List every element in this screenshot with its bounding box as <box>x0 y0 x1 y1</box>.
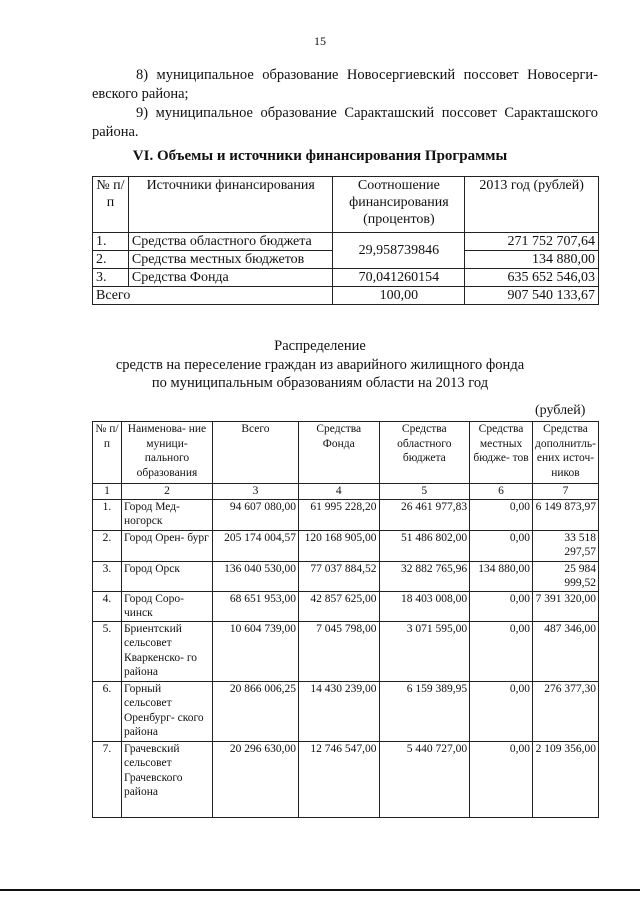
row-fund: 7 045 798,00 <box>299 621 380 681</box>
row-regional: 5 440 727,00 <box>379 741 470 817</box>
total-label: Всего <box>93 287 333 305</box>
row-additional: 7 391 320,00 <box>533 591 599 621</box>
row-local: 0,00 <box>470 591 533 621</box>
row-local: 0,00 <box>470 681 533 741</box>
row-source: Средства областного бюджета <box>128 233 333 251</box>
row-fund: 120 168 905,00 <box>299 530 380 561</box>
table-row <box>93 499 599 530</box>
row-name: Горный сельсовет Оренбург- ского района <box>121 681 212 741</box>
col-number: 6 <box>470 484 533 500</box>
col-number: 4 <box>299 484 380 500</box>
row-total: 94 607 080,00 <box>212 499 298 530</box>
row-fund: 61 995 228,20 <box>299 499 380 530</box>
column-number-row <box>93 484 599 500</box>
table-row <box>93 530 599 561</box>
row-local: 134 880,00 <box>470 561 533 591</box>
row-total: 205 174 004,57 <box>212 530 298 561</box>
row-num: 4. <box>93 591 122 621</box>
header-name: Наименова- ние муници- пального образования <box>121 422 212 484</box>
header-amount: 2013 год (рублей) <box>465 177 599 233</box>
header-num: № п/п <box>93 177 129 233</box>
row-fund: 42 857 625,00 <box>299 591 380 621</box>
total-row <box>93 287 599 305</box>
row-additional: 487 346,00 <box>533 621 599 681</box>
row-num: 2. <box>93 251 129 269</box>
paragraph-8 <box>92 66 598 104</box>
row-total: 136 040 530,00 <box>212 561 298 591</box>
header-total: Всего <box>212 422 298 484</box>
header-ratio: Соотношение финансирования (процентов) <box>333 177 465 233</box>
row-num: 1. <box>93 233 129 251</box>
row-num: 1. <box>93 499 122 530</box>
row-amount: 134 880,00 <box>465 251 599 269</box>
row-regional: 18 403 008,00 <box>379 591 470 621</box>
table-row <box>93 621 599 681</box>
row-name: Грачевский сельсовет Грачевского района <box>121 741 212 817</box>
page-bottom-rule <box>0 889 640 891</box>
row-additional: 25 984 999,52 <box>533 561 599 591</box>
row-num: 3. <box>93 561 122 591</box>
header-regional: Средства областного бюджета <box>379 422 470 484</box>
distribution-title <box>0 337 640 393</box>
page-number: 15 <box>314 34 326 48</box>
row-source: Средства местных бюджетов <box>128 251 333 269</box>
table-row <box>93 741 599 817</box>
header-source: Источники финансирования <box>128 177 333 233</box>
distribution-title-line3: по муниципальным образованиям области на 2013 год <box>151 375 489 391</box>
row-regional: 3 071 595,00 <box>379 621 470 681</box>
row-ratio: 29,958739846 <box>333 233 465 269</box>
row-num: 6. <box>93 681 122 741</box>
table-row <box>93 233 599 251</box>
table-row <box>93 561 599 591</box>
row-regional: 6 159 389,95 <box>379 681 470 741</box>
header-local: Средства местных бюдже- тов <box>470 422 533 484</box>
row-total: 10 604 739,00 <box>212 621 298 681</box>
table-row <box>93 681 599 741</box>
row-fund: 12 746 547,00 <box>299 741 380 817</box>
row-total: 68 651 953,00 <box>212 591 298 621</box>
row-num: 2. <box>93 530 122 561</box>
row-local: 0,00 <box>470 741 533 817</box>
row-name: Город Мед- ногорск <box>121 499 212 530</box>
row-name: Город Соро- чинск <box>121 591 212 621</box>
row-local: 0,00 <box>470 499 533 530</box>
table-row <box>93 269 599 287</box>
row-num: 3. <box>93 269 129 287</box>
row-num: 7. <box>93 741 122 817</box>
total-amount: 907 540 133,67 <box>465 287 599 305</box>
distribution-title-line2: средств на переселение граждан из аварийного жилищного фонда <box>115 356 525 373</box>
row-regional: 32 882 765,96 <box>379 561 470 591</box>
paragraph-8-text: 8) муниципальное образование Новосергиевский поссовет Новосерги- евского района; <box>92 67 598 102</box>
header-num: № п/п <box>93 422 122 484</box>
row-name: Бриентский сельсовет Кваркенско- го района <box>121 621 212 681</box>
total-ratio: 100,00 <box>333 287 465 305</box>
section-title: VI. Объемы и источники финансирования Программы <box>132 148 508 164</box>
row-additional: 276 377,30 <box>533 681 599 741</box>
header-additional: Средства дополнитль- ених источ- ников <box>533 422 599 484</box>
row-amount: 271 752 707,64 <box>465 233 599 251</box>
row-local: 0,00 <box>470 621 533 681</box>
col-number: 3 <box>212 484 298 500</box>
row-regional: 26 461 977,83 <box>379 499 470 530</box>
col-number: 7 <box>533 484 599 500</box>
paragraph-9-text: 9) муниципальное образование Саракташский поссовет Саракташского района. <box>92 105 598 140</box>
row-fund: 77 037 884,52 <box>299 561 380 591</box>
distribution-table <box>92 421 599 818</box>
row-total: 20 296 630,00 <box>212 741 298 817</box>
financing-table <box>92 176 599 305</box>
distribution-title-line1: Распределение <box>274 338 366 354</box>
row-additional: 6 149 873,97 <box>533 499 599 530</box>
row-source: Средства Фонда <box>128 269 333 287</box>
col-number: 2 <box>121 484 212 500</box>
row-ratio: 70,041260154 <box>333 269 465 287</box>
header-fund: Средства Фонда <box>299 422 380 484</box>
financing-table-header <box>93 177 599 233</box>
row-local: 0,00 <box>470 530 533 561</box>
distribution-table-header <box>93 422 599 484</box>
row-name: Город Орск <box>121 561 212 591</box>
units-label: (рублей) <box>535 403 586 418</box>
row-name: Город Орен- бург <box>121 530 212 561</box>
row-regional: 51 486 802,00 <box>379 530 470 561</box>
row-amount: 635 652 546,03 <box>465 269 599 287</box>
row-fund: 14 430 239,00 <box>299 681 380 741</box>
row-additional: 33 518 297,57 <box>533 530 599 561</box>
row-additional: 2 109 356,00 <box>533 741 599 817</box>
table-row <box>93 591 599 621</box>
row-num: 5. <box>93 621 122 681</box>
col-number: 1 <box>93 484 122 500</box>
row-total: 20 866 006,25 <box>212 681 298 741</box>
col-number: 5 <box>379 484 470 500</box>
paragraph-9 <box>92 104 598 142</box>
